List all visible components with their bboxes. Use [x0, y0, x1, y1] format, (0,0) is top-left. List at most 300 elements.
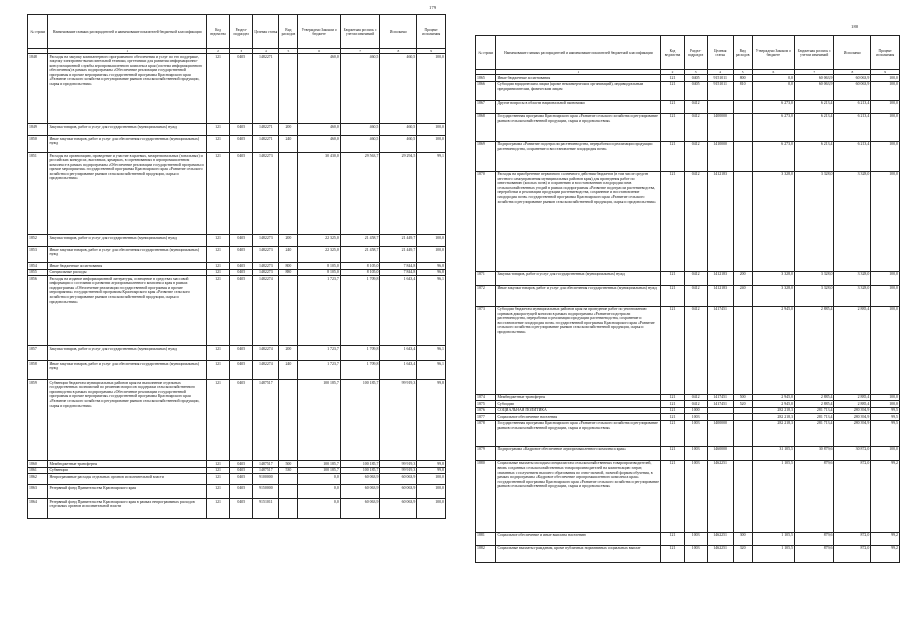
expense-type: 500	[279, 461, 298, 468]
approved-amount: 2 945,0	[752, 401, 794, 408]
row-number: 1859	[28, 380, 48, 461]
row-number: 1855	[28, 269, 48, 276]
budget-table	[27, 14, 446, 519]
row-number: 1849	[28, 124, 48, 136]
column-header: № строки	[28, 15, 48, 49]
budget-list-amount: 1 709,8	[340, 346, 380, 361]
row-number: 1860	[28, 461, 48, 468]
column-number: 4	[253, 49, 279, 54]
section-code: 1003	[684, 446, 707, 460]
section-code: 0405	[230, 361, 253, 380]
executed-amount: 6 213,4	[834, 100, 871, 113]
budget-list-amount: 60 063,9	[794, 75, 834, 82]
executed-amount: 3 328,0	[834, 171, 871, 271]
approved-amount: 1 723,7	[298, 361, 340, 380]
executed-amount: 280 394,9	[834, 420, 871, 446]
section-code: 0405	[230, 54, 253, 124]
execution-percent: 100,0	[871, 394, 900, 401]
item-name: Субвенции	[48, 467, 206, 474]
column-number: 5	[733, 70, 752, 75]
column-header: Наименование главных распорядителей и наименование показателей бюджетной классификации	[496, 36, 661, 70]
budget-list-amount: 21 458,7	[340, 247, 380, 263]
section-code: 0405	[684, 81, 707, 100]
expense-type: 810	[733, 81, 752, 100]
item-name: Специальные расходы	[48, 269, 206, 276]
approved-amount: 460,0	[298, 124, 340, 136]
target-item: 1487517	[253, 467, 279, 474]
department-code: 121	[206, 380, 229, 461]
column-number: 1	[48, 49, 206, 54]
section-code: 0405	[230, 380, 253, 461]
execution-percent: 99,8	[417, 467, 446, 474]
executed-amount: 3 328,0	[834, 285, 871, 306]
target-item: 1417451	[707, 394, 733, 401]
approved-amount: 6 273,0	[752, 141, 794, 171]
budget-list-amount: 460,5	[340, 54, 380, 124]
budget-list-amount: 8 105,0	[340, 269, 380, 276]
column-header: Бюджетная роспись с учетом изменений	[340, 15, 380, 49]
approved-amount: 22 325,0	[298, 247, 340, 263]
table-row	[28, 54, 446, 124]
target-item: 1482271	[253, 54, 279, 124]
approved-amount: 1 105,5	[752, 460, 794, 532]
department-code: 121	[206, 235, 229, 247]
row-number: 1862	[28, 474, 48, 485]
target-item: 1482273	[253, 269, 279, 276]
executed-amount: 280 394,9	[834, 414, 871, 421]
item-name: Социальное обеспечение населения	[496, 414, 661, 421]
budget-list-amount: 60 063,9	[794, 81, 834, 100]
item-name: Субвенции бюджетам муниципальных районов края на выполнение отдельных государственных полномочий по решению вопросов поддержки сельскохозяйственного производства в рамках подпрограммы «Обеспечение реализации государственной программы и прочие мероприятия» государственной программы Красноярского края «Развитие сельского хозяйства и регулирование рынков сельскохозяйственной продукции, сырья и продовольствия»	[48, 380, 206, 461]
target-item: 1410000	[707, 141, 733, 171]
department-code: 121	[206, 136, 229, 153]
expense-type: 200	[279, 346, 298, 361]
section-code: 0405	[684, 75, 707, 82]
table-row	[476, 460, 900, 532]
budget-list-amount: 6 213,4	[794, 100, 834, 113]
execution-percent: 100,0	[871, 113, 900, 141]
department-code: 121	[206, 361, 229, 380]
approved-amount: 100 185,7	[298, 461, 340, 468]
table-row	[28, 467, 446, 474]
execution-percent: 99,5	[871, 414, 900, 421]
row-number: 1873	[476, 306, 496, 394]
approved-amount: 0,0	[752, 75, 794, 82]
expense-type: 200	[279, 235, 298, 247]
table-row	[28, 346, 446, 361]
expense-type: 200	[279, 124, 298, 136]
approved-amount: 1 105,5	[752, 545, 794, 562]
execution-percent: 100,0	[417, 474, 446, 485]
execution-percent: 96,8	[417, 263, 446, 270]
item-name: Социальные выплаты молодым специалистам сельскохозяйственных товаропроизводителей, вновь созданных сельскохозяйственных товаропроизводителей на компенсацию затрат, связанных с получением высшего образования по очно-заочной, заочной формам обучения, в рамках подпрограммы «Кадровое обеспечение агропромышленного комплекса края» государственной программы Красноярского края «Развитие сельского хозяйства и регулирование рынков сельскохозяйственной продукции, сырья и продовольствия»	[496, 460, 661, 532]
approved-amount: 8 105,0	[298, 269, 340, 276]
expense-type	[733, 460, 752, 532]
row-number: 1866	[476, 81, 496, 100]
expense-type: 200	[733, 271, 752, 285]
item-name: Государственная программа Красноярского края «Развитие сельского хозяйства и регулирование рынков сельскохозяйственной продукции, сырья и продовольствия»	[496, 420, 661, 446]
item-name: Межбюджетные трансферты	[496, 394, 661, 401]
executed-amount: 21 449,7	[380, 247, 417, 263]
expense-type: 240	[279, 136, 298, 153]
budget-list-amount: 60 063,9	[340, 499, 380, 519]
table-row	[476, 407, 900, 414]
target-item: 1460000	[707, 446, 733, 460]
department-code: 121	[661, 306, 684, 394]
department-code: 121	[206, 269, 229, 276]
target-item: 1482273	[253, 263, 279, 270]
section-code: 0405	[230, 346, 253, 361]
budget-list-amount: 6 213,4	[794, 141, 834, 171]
row-number: 1879	[476, 446, 496, 460]
row-number: 1872	[476, 285, 496, 306]
section-code: 1003	[684, 420, 707, 446]
row-number: 1854	[28, 263, 48, 270]
table-row	[28, 461, 446, 468]
row-number: 1861	[28, 467, 48, 474]
section-code: 0405	[230, 269, 253, 276]
column-header: Исполнено	[380, 15, 417, 49]
department-code: 121	[661, 460, 684, 532]
budget-list-amount: 60 063,9	[340, 474, 380, 485]
expense-type: 320	[733, 545, 752, 562]
section-code: 0412	[684, 285, 707, 306]
department-code: 121	[661, 113, 684, 141]
section-code: 1003	[684, 532, 707, 545]
target-item	[707, 414, 733, 421]
table-row	[476, 141, 900, 171]
execution-percent: 96,1	[417, 276, 446, 346]
department-code: 121	[661, 271, 684, 285]
expense-type: 520	[733, 401, 752, 408]
table-row	[28, 499, 446, 519]
department-code: 121	[661, 81, 684, 100]
expense-type: 240	[279, 247, 298, 263]
item-name: Закупка товаров, работ и услуг для государственных (муниципальных) нужд	[48, 124, 206, 136]
expense-type	[733, 100, 752, 113]
execution-percent: 99,8	[417, 380, 446, 461]
column-header: Утверждено Законом о бюджете	[298, 15, 340, 49]
approved-amount: 282 218,3	[752, 414, 794, 421]
item-name: Расходы на закупку компьютерного программного обеспечения и услуг по его поддержке, закупку электронно-вычислительной техники, оргтехники для развития информационно-консультационной службы агропромышленного комплекса края (система информационного обеспечения) в рамках подпрограммы «Обеспечение реализации государственной программы и прочие мероприятия» государственной программы Красноярского края «Развитие сельского хозяйства и регулирование рынков сельскохозяйственной продукции, сырья и продовольствия»	[48, 54, 206, 124]
section-code: 0412	[684, 394, 707, 401]
table-row	[28, 474, 446, 485]
execution-percent: 100,0	[871, 141, 900, 171]
section-code: 0405	[230, 124, 253, 136]
executed-amount: 99 919,3	[380, 380, 417, 461]
executed-amount: 280 394,9	[834, 407, 871, 414]
column-header: Код ведомства	[206, 15, 229, 49]
column-header: Целевая статья	[253, 15, 279, 49]
header-row	[476, 36, 900, 70]
budget-list-amount: 460,5	[340, 124, 380, 136]
execution-percent: 100,0	[871, 100, 900, 113]
page-number: 179	[429, 5, 437, 10]
target-item: 1482274	[253, 361, 279, 380]
department-code: 121	[661, 545, 684, 562]
department-code: 121	[661, 141, 684, 171]
executed-amount: 60 063,9	[380, 485, 417, 499]
department-code: 121	[661, 394, 684, 401]
target-item: 1482274	[253, 276, 279, 346]
executed-amount: 60 063,9	[380, 499, 417, 519]
column-number: 1	[496, 70, 661, 75]
approved-amount: 0,0	[298, 499, 340, 519]
item-name: Расходы на приобретение первичного солнечного действия бюджетов (в том числе средств местного самоуправления муниципальных районов края) для проведения работ по известкованию (кислых почв) и сохранению и восстановлению плодородия почв сельскохозяйственных угодий в рамках подпрограммы «Развитие подотрасли растениеводства, переработки и реализации продукции растениеводства, сохранение и восстановление плодородия почв» государственной программы Красноярского края «Развитие сельского хозяйства и регулирование рынков сельскохозяйственной продукции, сырья и продовольствия»	[496, 171, 661, 271]
table-row	[476, 171, 900, 271]
row-number: 1853	[28, 247, 48, 263]
expense-type	[279, 54, 298, 124]
approved-amount: 0,0	[298, 485, 340, 499]
table-row	[28, 380, 446, 461]
executed-amount: 1 643,4	[380, 346, 417, 361]
department-code: 121	[206, 346, 229, 361]
department-code: 121	[206, 153, 229, 235]
item-name: Подпрограмма «Развитие подотрасли растениеводства, переработки и реализации продукции растениеводства, сохранение и восстановление плодородия почв»	[496, 141, 661, 171]
department-code: 121	[206, 54, 229, 124]
column-header: Наименование главных распорядителей и наименование показателей бюджетной классификации	[48, 15, 206, 49]
target-item: 9100000	[253, 474, 279, 485]
target-item: 1482273	[253, 235, 279, 247]
budget-list-amount: 6 213,4	[794, 113, 834, 141]
department-code: 121	[206, 124, 229, 136]
budget-list-amount: 2 885,4	[794, 394, 834, 401]
row-number: 1851	[28, 153, 48, 235]
expense-type	[733, 141, 752, 171]
target-item: 1417451	[707, 306, 733, 394]
table-row	[28, 136, 446, 153]
section-code: 0412	[684, 113, 707, 141]
executed-amount: 21 449,7	[380, 235, 417, 247]
row-number: 1874	[476, 394, 496, 401]
execution-percent: 96,1	[417, 361, 446, 380]
budget-list-amount: 1 709,8	[340, 361, 380, 380]
expense-type: 880	[279, 269, 298, 276]
item-name: Субсидии бюджетам муниципальных районов края на проведение работ по уничтожению сорняков дикорастущей конопли в рамках подпрограммы «Развитие подотрасли растениеводства, переработки и реализации продукции растениеводства, сохранение и восстановление плодородия почв» государственной программы Красноярского края «Развитие сельского хозяйства и регулирование рынков сельскохозяйственной продукции, сырья и продовольствия»	[496, 306, 661, 394]
section-code: 0412	[684, 100, 707, 113]
execution-percent: 100,0	[871, 81, 900, 100]
expense-type	[279, 485, 298, 499]
execution-percent: 100,0	[417, 485, 446, 499]
approved-amount: 8 105,0	[298, 263, 340, 270]
budget-list-amount: 2 885,4	[794, 306, 834, 394]
executed-amount: 99 919,3	[380, 467, 417, 474]
header-row	[28, 15, 446, 49]
table-row	[476, 532, 900, 545]
row-number: 1869	[476, 141, 496, 171]
approved-amount: 3 328,0	[752, 271, 794, 285]
table-row	[476, 113, 900, 141]
target-item: 1482273	[253, 247, 279, 263]
approved-amount: 0,0	[298, 474, 340, 485]
execution-percent: 100,0	[417, 247, 446, 263]
approved-amount: 460,0	[298, 54, 340, 124]
column-number: 6	[752, 70, 794, 75]
expense-type	[733, 113, 752, 141]
executed-amount: 2 885,4	[834, 306, 871, 394]
row-number: 1878	[476, 420, 496, 446]
budget-list-amount: 21 458,7	[340, 235, 380, 247]
approved-amount: 6 273,0	[752, 100, 794, 113]
department-code: 121	[206, 276, 229, 346]
item-name: Другие вопросы в области национальной экономики	[496, 100, 661, 113]
table-row	[28, 276, 446, 346]
executed-amount: 1 643,4	[380, 276, 417, 346]
table-row	[28, 269, 446, 276]
table-row	[476, 285, 900, 306]
budget-list-amount: 30 879,6	[794, 446, 834, 460]
department-code: 121	[206, 467, 229, 474]
item-name: Иные закупки товаров, работ и услуг для обеспечения государственных (муниципальных) нужд	[48, 136, 206, 153]
expense-type	[733, 414, 752, 421]
item-name: Непрограммные расходы отдельных органов исполнительной власти	[48, 474, 206, 485]
budget-list-amount: 2 885,4	[794, 401, 834, 408]
department-code: 121	[206, 247, 229, 263]
row-number: 1863	[28, 485, 48, 499]
table-row	[476, 446, 900, 460]
budget-list-amount: 281 713,4	[794, 414, 834, 421]
section-code: 0412	[684, 306, 707, 394]
executed-amount: 7 844,8	[380, 269, 417, 276]
table-row	[28, 263, 446, 270]
item-name: Закупка товаров, работ и услуг для государственных (муниципальных) нужд	[48, 235, 206, 247]
section-code: 0405	[230, 467, 253, 474]
expense-type: 530	[279, 467, 298, 474]
expense-type	[279, 153, 298, 235]
approved-amount: 2 945,0	[752, 306, 794, 394]
column-header: Код ведомства	[661, 36, 684, 70]
item-name: Расходы на издание информационной литературы, освещение в средствах массовой информации о состоянии и развитии агропромышленного комплекса края в рамках подпрограммы «Обеспечение реализации государственной программы и прочие мероприятия» государственной программы Красноярского края «Развитие сельского хозяйства и регулирование рынков сельскохозяйственной продукции, сырья и продовольствия»	[48, 276, 206, 346]
expense-type: 300	[733, 532, 752, 545]
column-header: Вид расходов	[733, 36, 752, 70]
item-name: Социальные выплаты гражданам, кроме публичных нормативных социальных выплат	[496, 545, 661, 562]
execution-percent: 100,0	[871, 75, 900, 82]
approved-amount: 3 328,0	[752, 171, 794, 271]
column-number: 8	[380, 49, 417, 54]
item-name: Межбюджетные трансферты	[48, 461, 206, 468]
section-code: 0405	[230, 247, 253, 263]
section-code: 0405	[230, 499, 253, 519]
approved-amount: 100 185,7	[298, 380, 340, 461]
target-item: 1400000	[707, 113, 733, 141]
target-item: 1487517	[253, 461, 279, 468]
item-name: Иные закупки товаров, работ и услуг для обеспечения государственных (муниципальных) нужд	[496, 285, 661, 306]
column-header: Процент исполнения	[871, 36, 900, 70]
right-page	[453, 0, 905, 640]
budget-list-amount: 879,6	[794, 532, 834, 545]
approved-amount: 3 328,0	[752, 285, 794, 306]
column-header: Раздел-подраздел	[230, 15, 253, 49]
table-row	[28, 485, 446, 499]
department-code: 121	[206, 263, 229, 270]
department-code: 121	[661, 171, 684, 271]
column-header: Раздел-подраздел	[684, 36, 707, 70]
row-number: 1881	[476, 532, 496, 545]
department-code: 121	[206, 461, 229, 468]
executed-amount: 60 063,9	[834, 81, 871, 100]
table-row	[476, 414, 900, 421]
row-number: 1870	[476, 171, 496, 271]
expense-type	[733, 420, 752, 446]
table-row	[476, 75, 900, 82]
executed-amount: 872,0	[834, 532, 871, 545]
target-item: 1400000	[707, 420, 733, 446]
row-number: 1858	[28, 361, 48, 380]
budget-list-amount: 100 185,7	[340, 461, 380, 468]
table-row	[476, 394, 900, 401]
column-number: 9	[871, 70, 900, 75]
execution-percent: 99,8	[417, 461, 446, 468]
section-code: 0405	[230, 474, 253, 485]
budget-list-amount: 100 185,7	[340, 467, 380, 474]
column-header: Целевая статья	[707, 36, 733, 70]
execution-percent: 99,5	[871, 420, 900, 446]
executed-amount: 460,5	[380, 124, 417, 136]
executed-amount: 2 885,4	[834, 401, 871, 408]
target-item: 9151011	[253, 499, 279, 519]
section-code: 0405	[230, 276, 253, 346]
execution-percent: 100,0	[871, 306, 900, 394]
executed-amount: 872,0	[834, 545, 871, 562]
item-name: Иные бюджетные ассигнования	[48, 263, 206, 270]
department-code: 121	[661, 446, 684, 460]
column-number: 2	[661, 70, 684, 75]
expense-type	[733, 407, 752, 414]
budget-list-amount: 8 105,0	[340, 263, 380, 270]
target-item: 1462251	[707, 532, 733, 545]
item-name: Иные закупки товаров, работ и услуг для обеспечения государственных (муниципальных) нужд	[48, 247, 206, 263]
department-code: 121	[661, 420, 684, 446]
department-code: 121	[661, 401, 684, 408]
execution-percent: 100,0	[871, 401, 900, 408]
approved-amount: 282 218,3	[752, 407, 794, 414]
column-number: 3	[230, 49, 253, 54]
budget-list-amount: 29 563,7	[340, 153, 380, 235]
target-item: 9150000	[253, 485, 279, 499]
item-name: Социальное обеспечение и иные выплаты населению	[496, 532, 661, 545]
column-header: Утверждено Законом о бюджете	[752, 36, 794, 70]
row-number: 1857	[28, 346, 48, 361]
target-item: 1412183	[707, 285, 733, 306]
section-code: 0412	[684, 171, 707, 271]
execution-percent: 99,2	[871, 460, 900, 532]
approved-amount: 22 325,0	[298, 235, 340, 247]
section-code: 0405	[230, 136, 253, 153]
row-number: 1880	[476, 460, 496, 532]
executed-amount: 30 872,0	[834, 446, 871, 460]
execution-percent: 100,0	[871, 446, 900, 460]
approved-amount: 100 185,7	[298, 467, 340, 474]
executed-amount: 872,0	[834, 460, 871, 532]
column-header: Процент исполнения	[417, 15, 446, 49]
item-name: Закупка товаров, работ и услуг для государственных (муниципальных) нужд	[496, 271, 661, 285]
column-number: 7	[794, 70, 834, 75]
section-code: 1003	[684, 414, 707, 421]
item-name: Резервный фонд Правительства Красноярского края	[48, 485, 206, 499]
item-name: Иные закупки товаров, работ и услуг для обеспечения государственных (муниципальных) нужд	[48, 361, 206, 380]
budget-list-amount: 3 328,0	[794, 271, 834, 285]
budget-list-amount: 3 328,0	[794, 285, 834, 306]
target-item: 1487517	[253, 380, 279, 461]
expense-type	[279, 474, 298, 485]
column-header: № строки	[476, 36, 496, 70]
target-item: 1482271	[253, 136, 279, 153]
target-item	[707, 407, 733, 414]
budget-list-amount: 3 328,0	[794, 171, 834, 271]
approved-amount: 1 723,7	[298, 276, 340, 346]
approved-amount: 2 945,0	[752, 394, 794, 401]
item-name: Расходы на организацию, проведение и участие в краевых, межрегиональных (зональных) и российских конкурсах, выставках, ярмарках, в соревнованиях в агропромышленном комплексе в рамках подпрограммы «Обеспечение реализации государственной программы и прочие мероприятия» государственной программы Красноярского края «Развитие сельского хозяйства и регулирование рынков сельскохозяйственной продукции, сырья и продовольствия»	[48, 153, 206, 235]
